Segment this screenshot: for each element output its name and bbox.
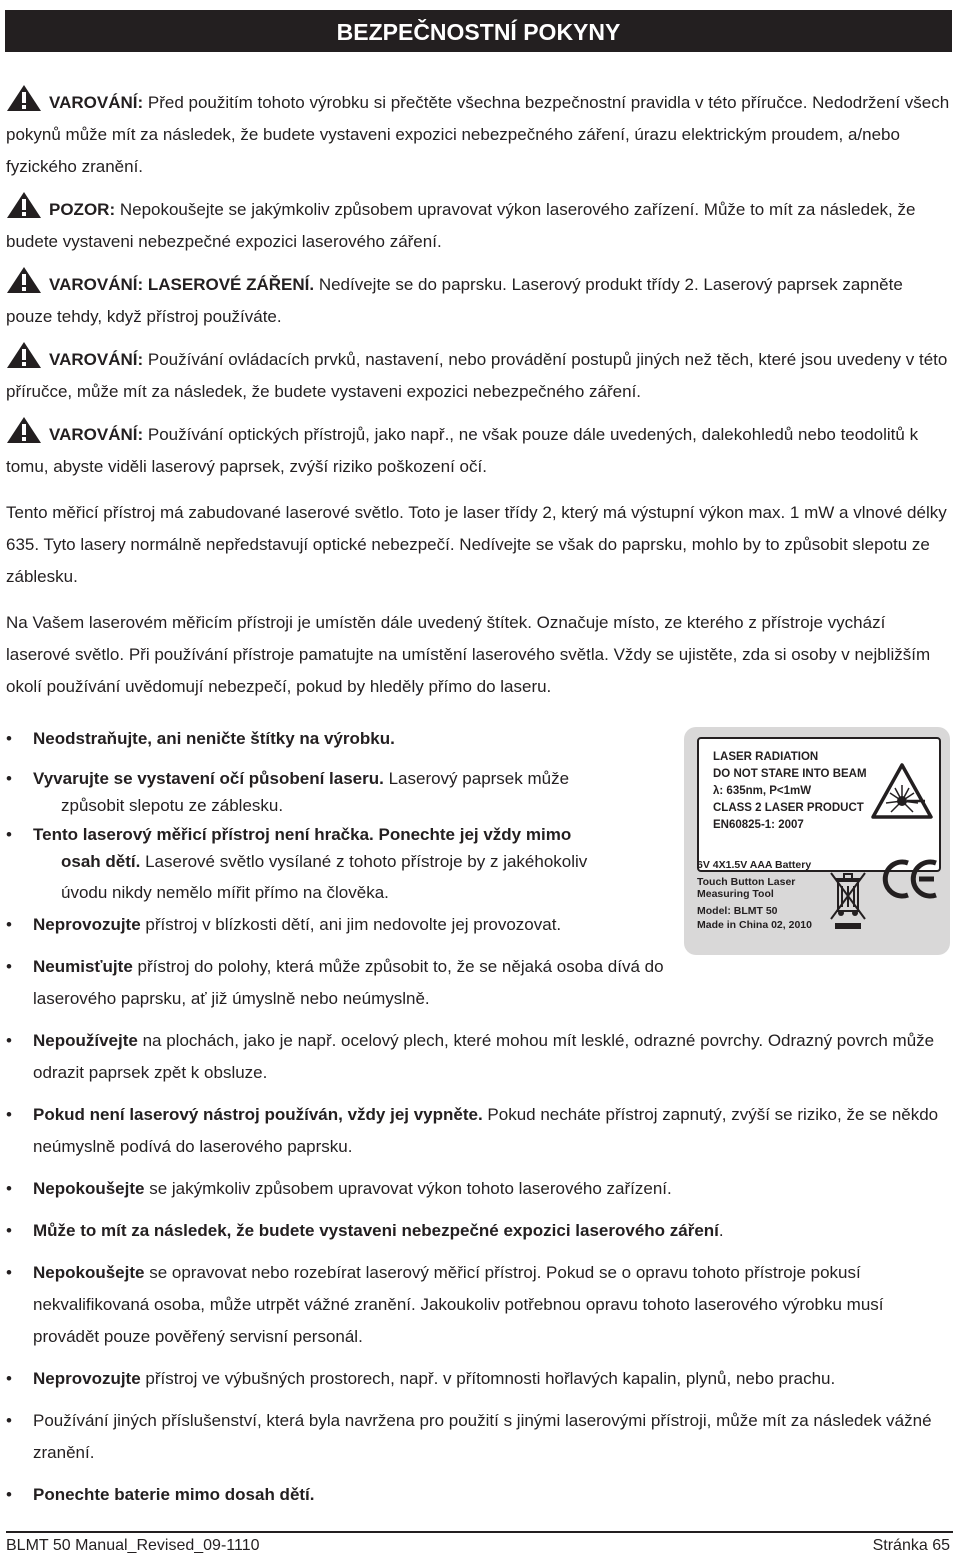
- footer-document-name: BLMT 50 Manual_Revised_09-1110: [6, 1537, 260, 1554]
- bullet-mark: •: [6, 1369, 12, 1388]
- label-line: LASER RADIATION: [713, 751, 819, 763]
- label-warning-text: [713, 749, 867, 834]
- warning-label: VAROVÁNÍ:: [49, 425, 144, 444]
- bullet-text: .: [718, 1221, 724, 1240]
- warning-label: VAROVÁNÍ: LASEROVÉ ZÁŘENÍ.: [49, 275, 315, 294]
- warning-2: [6, 191, 950, 258]
- laser-hazard-icon: [871, 763, 933, 819]
- warning-4: [6, 341, 950, 408]
- bullet-bold: Nepokoušejte: [33, 1263, 145, 1282]
- warning-label: POZOR:: [49, 200, 116, 219]
- label-model: Model: BLMT 50: [697, 905, 778, 917]
- bullet-mark: •: [6, 1031, 12, 1050]
- ce-mark-icon: [880, 855, 942, 903]
- bullet-text: Laserový paprsek může: [383, 769, 570, 788]
- bullet-text: se jakýmkoliv způsobem upravovat výkon tohoto laserového zařízení.: [144, 1179, 672, 1198]
- paragraph-laser-info: Tento měřicí přístroj má zabudované laserové světlo. Toto je laser třídy 2, který má výstupní výkon max. 1 mW a vlnové délky 635. Tyto lasery normálně nepředstavují optické nebezpečí. Nedívejte se však do paprsku, mohlo by to způsobit slepotu ze záblesku.: [6, 503, 947, 586]
- bullet-bold: Neodstraňujte, ani neničte štítky na výrobku.: [33, 729, 395, 748]
- list-item: [6, 1405, 950, 1469]
- bullet-text: Laserové světlo vysílané z tohoto přístroje by z jakéhokoliv: [140, 852, 588, 871]
- label-line: DO NOT STARE INTO BEAM: [713, 768, 867, 780]
- bullet-text: přístroj ve výbušných prostorech, např. v přítomnosti hořlavých kapalin, plynů, nebo prachu.: [140, 1369, 836, 1388]
- warning-triangle-icon: [6, 266, 44, 294]
- bullet-bold: Nepokoušejte: [33, 1179, 145, 1198]
- bullet-bold: Může to mít za následek, že budete vystaveni nebezpečné expozici laserového záření: [33, 1221, 719, 1240]
- bullet-bold: Ponechte baterie mimo dosah dětí.: [33, 1485, 315, 1504]
- bullet-bold: Tento laserový měřicí přístroj není hračka. Ponechte jej vždy mimo: [33, 825, 572, 844]
- bullet-bold: Vyvarujte se vystavení očí působení laseru.: [33, 769, 384, 788]
- list-item: [6, 1173, 950, 1205]
- label-battery: 6V 4X1.5V AAA Battery: [697, 859, 812, 871]
- laser-product-label: [684, 727, 950, 955]
- label-line: EN60825-1: 2007: [713, 819, 804, 831]
- warning-text: Nedívejte se do paprsku. Laserový produkt třídy 2. Laserový paprsek zapněte pouze tehdy, když přístroj používáte.: [6, 275, 903, 326]
- bullet-bold: osah dětí.: [61, 852, 141, 871]
- bullet-mark: •: [6, 915, 12, 934]
- label-line: λ: 635nm, P<1mW: [713, 785, 812, 797]
- bullet-continuation: úvodu nikdy nemělo mířit přímo na člověka.: [61, 883, 389, 902]
- warning-text: Používání optických přístrojů, jako např., ne však pouze dále uvedených, dalekohledů nebo teodolitů k tomu, abyste viděli laserový paprsek, zvýší riziko poškození očí.: [6, 425, 919, 476]
- bullet-mark: •: [6, 1179, 12, 1198]
- warning-triangle-icon: [6, 341, 44, 369]
- label-product: Touch Button Laser: [697, 876, 796, 888]
- bullet-mark: •: [6, 957, 12, 976]
- bullet-text: přístroj do polohy, která může způsobit to, že se nějaká osoba dívá do laserového paprsku, ať již úmyslně nebo neúmyslně.: [33, 957, 664, 1008]
- bullet-text: na plochách, jako je např. ocelový plech, které mohou mít lesklé, odrazné povrchy. Odrazný povrch může odrazit paprsek zpět k obsluze.: [33, 1031, 935, 1082]
- bullet-bold: Neprovozujte: [33, 1369, 141, 1388]
- bullet-second-line: [33, 851, 673, 873]
- bullet-text: Pokud necháte přístroj zapnutý, zvýší se riziko, že se někdo neúmyslně podívá do laserového paprsku.: [33, 1105, 939, 1156]
- list-item: [6, 819, 673, 909]
- warning-triangle-icon: [6, 416, 44, 444]
- bullet-bold: Nepoužívejte: [33, 1031, 138, 1050]
- bullet-mark: •: [6, 1485, 12, 1504]
- list-item: [6, 1025, 950, 1089]
- bullet-bold: Neprovozujte: [33, 915, 141, 934]
- label-line: CLASS 2 LASER PRODUCT: [713, 802, 864, 814]
- bullet-bold: Neumisťujte: [33, 957, 133, 976]
- warning-text: Používání ovládacích prvků, nastavení, nebo provádění postupů jiných než těch, které jsou uvedeny v této příručce, může mít za následek, že budete vystaveni expozici nebezpečného záření.: [6, 350, 948, 401]
- laser-warning-panel: [697, 737, 941, 872]
- warning-3: [6, 266, 950, 333]
- warning-label: VAROVÁNÍ:: [49, 350, 144, 369]
- bullet-mark: •: [6, 1221, 12, 1240]
- list-item: [6, 1257, 950, 1353]
- bullet-bold: Pokud není laserový nástroj používán, vždy jej vypněte.: [33, 1105, 483, 1124]
- list-item: [6, 1363, 950, 1395]
- list-item: [6, 909, 673, 941]
- bullet-mark: •: [6, 825, 12, 844]
- bullet-mark: •: [6, 769, 12, 788]
- label-made: Made in China 02, 2010: [697, 919, 812, 931]
- label-product: Measuring Tool: [697, 888, 774, 900]
- list-item: [6, 723, 673, 755]
- bullet-text: přístroj v blízkosti dětí, ani jim nedovolte jej provozovat.: [140, 915, 562, 934]
- list-item: [6, 763, 673, 817]
- list-item: [6, 1099, 950, 1163]
- bullet-text: Používání jiných příslušenství, která byla navržena pro použití s jinými laserovými přístroji, může mít za následek vážné zranění.: [33, 1411, 932, 1462]
- warning-1: [6, 84, 950, 183]
- bullet-text: se opravovat nebo rozebírat laserový měřicí přístroj. Pokud se o opravu tohoto přístroje pokusí nekvalifikovaná osoba, může utrpět vážné zranění. Jakoukoliv potřebnou opravu tohoto laserového výrobku musí provádět pouze pověřený servisní personál.: [33, 1263, 884, 1346]
- warning-text: Před použitím tohoto výrobku si přečtěte všechna bezpečnostní pravidla v této příručce. Nedodržení všech pokynů může mít za následek, že budete vystaveni expozici nebezpečného záření, úrazu elektrickým proudem, a/nebo fyzického zranění.: [6, 93, 950, 176]
- bullet-mark: •: [6, 1105, 12, 1124]
- weee-bin-icon: [829, 867, 867, 933]
- list-item: [6, 1215, 950, 1247]
- page-title: BEZPEČNOSTNÍ POKYNY: [336, 19, 621, 45]
- warning-5: [6, 416, 950, 483]
- warning-label: VAROVÁNÍ:: [49, 93, 144, 112]
- bullet-mark: •: [6, 1263, 12, 1282]
- footer-page-number: Stránka 65: [872, 1537, 950, 1554]
- warning-triangle-icon: [6, 84, 44, 112]
- bullet-continuation: způsobit slepotu ze záblesku.: [61, 796, 284, 815]
- paragraph-label-info: Na Vašem laserovém měřicím přístroji je umístěn dále uvedený štítek. Označuje místo, ze kterého z přístroje vychází laserové světlo. Při používání přístroje pamatujte na umístění laserového světla. Vždy se ujistěte, zda si osoby v nejbližším okolí používání uvědomují nebezpečí, pokud by hleděly přímo do laseru.: [6, 613, 931, 696]
- warning-triangle-icon: [6, 191, 44, 219]
- bullet-mark: •: [6, 1411, 12, 1430]
- list-item: [6, 951, 673, 1015]
- footer-divider: [6, 1531, 953, 1533]
- list-item: [6, 1479, 950, 1511]
- bullet-mark: •: [6, 729, 12, 748]
- warning-text: Nepokoušejte se jakýmkoliv způsobem upravovat výkon laserového zařízení. Může to mít za následek, že budete vystaveni nebezpečné expozici laserového záření.: [6, 200, 916, 251]
